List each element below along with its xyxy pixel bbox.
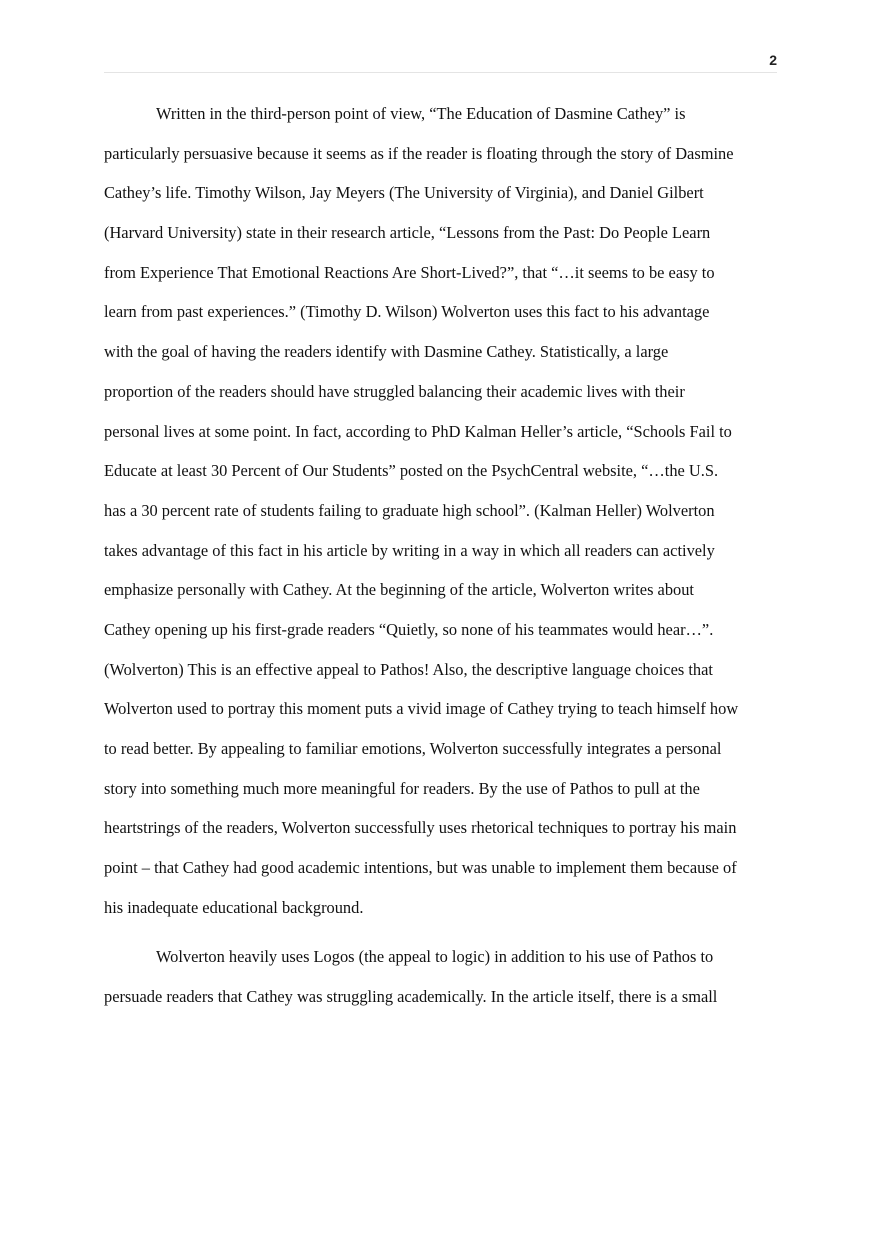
text-line: persuade readers that Cathey was struggling academically. In the article itself, there is a small <box>104 987 718 1007</box>
text-line: (Harvard University) state in their research article, “Lessons from the Past: Do People Learn <box>104 223 711 243</box>
text-line: heartstrings of the readers, Wolverton successfully uses rhetorical techniques to portray his main <box>104 818 737 838</box>
text-line: (Wolverton) This is an effective appeal to Pathos! Also, the descriptive language choices that <box>104 659 713 679</box>
text-line: personal lives at some point. In fact, according to PhD Kalman Heller’s article, “Schools Fail to <box>104 421 732 441</box>
text-line: Wolverton heavily uses Logos (the appeal to logic) in addition to his use of Pathos to <box>156 947 714 967</box>
text-line: Cathey’s life. Timothy Wilson, Jay Meyers (The University of Virginia), and Daniel Gilbert <box>104 183 704 203</box>
text-line: proportion of the readers should have struggled balancing their academic lives with their <box>104 381 685 401</box>
text-line: from Experience That Emotional Reactions Are Short-Lived?”, that “…it seems to be easy to <box>104 262 715 282</box>
text-line: with the goal of having the readers identify with Dasmine Cathey. Statistically, a large <box>104 342 669 362</box>
text-line: Wolverton used to portray this moment puts a vivid image of Cathey trying to teach himself how <box>104 699 739 719</box>
paragraph-spacer <box>104 927 780 937</box>
text-line: Written in the third-person point of view, “The Education of Dasmine Cathey” is <box>156 104 686 123</box>
text-line: emphasize personally with Cathey. At the beginning of the article, Wolverton writes about <box>104 580 694 600</box>
paragraph-2 <box>104 937 780 1016</box>
text-line: Cathey opening up his first-grade readers “Quietly, so none of his teammates would hear…”. <box>104 619 714 639</box>
header-divider <box>104 72 777 73</box>
text-line: particularly persuasive because it seems as if the reader is floating through the story of Dasmine <box>104 143 734 163</box>
page-number: 2 <box>769 52 777 68</box>
text-line: takes advantage of this fact in his article by writing in a way in which all readers can actively <box>104 540 715 560</box>
text-line: Educate at least 30 Percent of Our Students” posted on the PsychCentral website, “…the U.S. <box>104 461 719 481</box>
text-line: story into something much more meaningful for readers. By the use of Pathos to pull at the <box>104 778 700 798</box>
text-line: learn from past experiences.” (Timothy D. Wilson) Wolverton uses this fact to his advantage <box>104 302 710 322</box>
body-text <box>104 94 780 1017</box>
text-line: his inadequate educational background. <box>104 897 364 917</box>
text-line: has a 30 percent rate of students failing to graduate high school”. (Kalman Heller) Wolverton <box>104 500 715 520</box>
paragraph-1 <box>104 94 780 927</box>
text-line: to read better. By appealing to familiar emotions, Wolverton successfully integrates a personal <box>104 739 722 758</box>
text-line: point – that Cathey had good academic intentions, but was unable to implement them because of <box>104 858 737 878</box>
